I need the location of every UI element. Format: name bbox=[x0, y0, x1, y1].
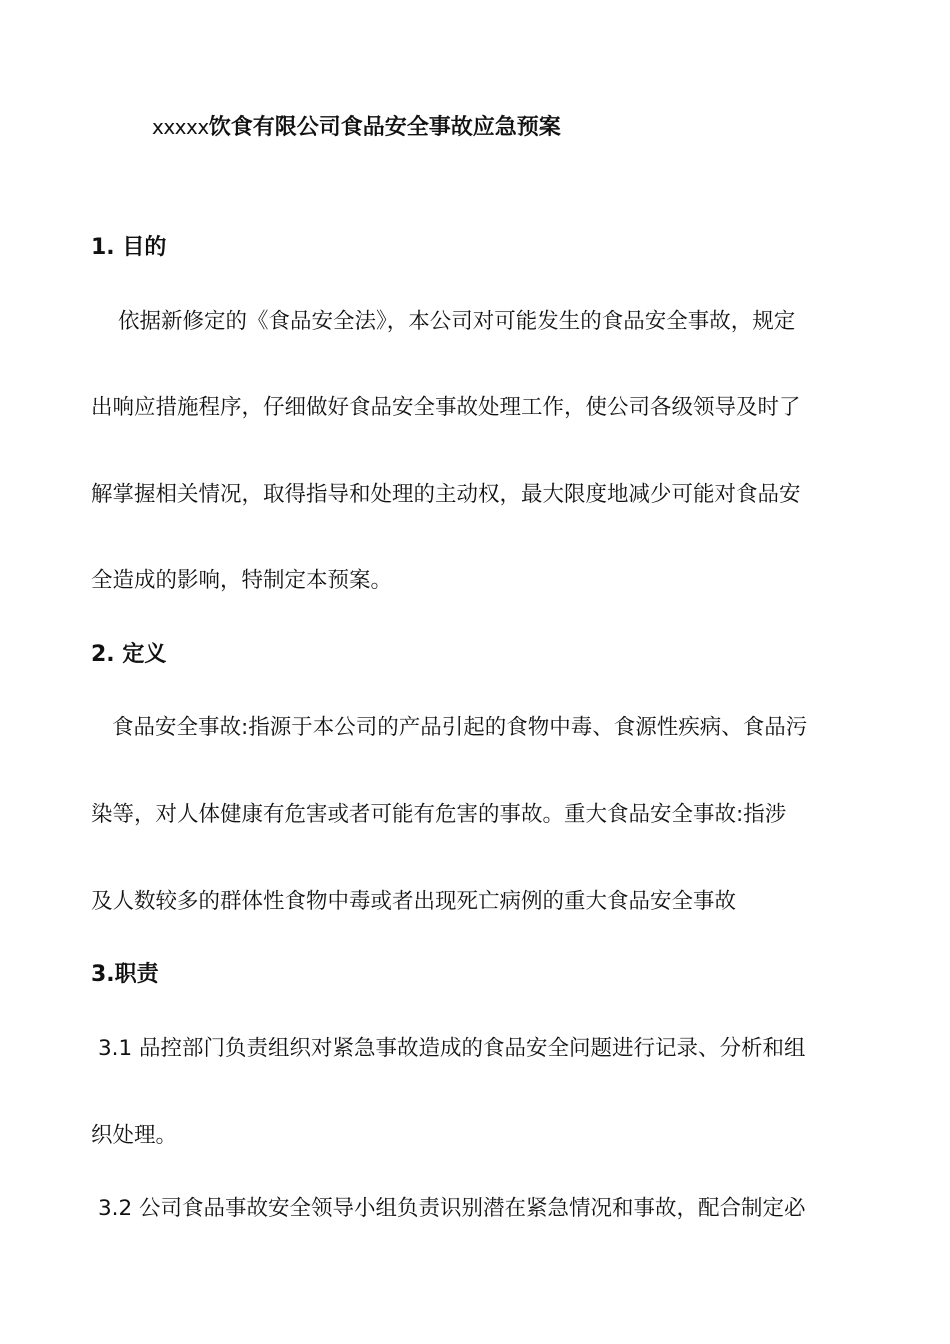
paragraph-line: 出响应措施程序，仔细做好食品安全事故处理工作，使公司各级领导及时了 bbox=[91, 395, 801, 420]
paragraph-line: 及人数较多的群体性食物中毒或者出现死亡病例的重大食品安全事故 bbox=[91, 889, 737, 914]
title-prefix: xxxxx bbox=[152, 115, 209, 139]
paragraph-line: 解掌握相关情况，取得指导和处理的主动权，最大限度地减少可能对食品安 bbox=[91, 482, 801, 507]
paragraph-line: 3.1 品控部门负责组织对紧急事故造成的食品安全问题进行记录、分析和组 bbox=[98, 1036, 806, 1061]
section-heading-responsibilities: 3.职责 bbox=[91, 962, 159, 987]
section-heading-purpose: 1. 目的 bbox=[91, 235, 167, 260]
paragraph-line: 3.2 公司食品事故安全领导小组负责识别潜在紧急情况和事故，配合制定必 bbox=[98, 1196, 806, 1221]
paragraph-line: 织处理。 bbox=[91, 1123, 178, 1148]
title-main: 饮食有限公司食品安全事故应急预案 bbox=[208, 115, 561, 140]
section-heading-definition: 2. 定义 bbox=[91, 642, 167, 667]
paragraph-line: 依据新修定的《食品安全法》，本公司对可能发生的食品安全事故，规定 bbox=[118, 309, 796, 334]
paragraph-line: 染等，对人体健康有危害或者可能有危害的事故。重大食品安全事故:指涉 bbox=[91, 802, 787, 827]
paragraph-line: 全造成的影响，特制定本预案。 bbox=[91, 568, 393, 593]
paragraph-line: 食品安全事故:指源于本公司的产品引起的食物中毒、食源性疾病、食品污 bbox=[112, 715, 808, 740]
document-title bbox=[152, 110, 561, 145]
